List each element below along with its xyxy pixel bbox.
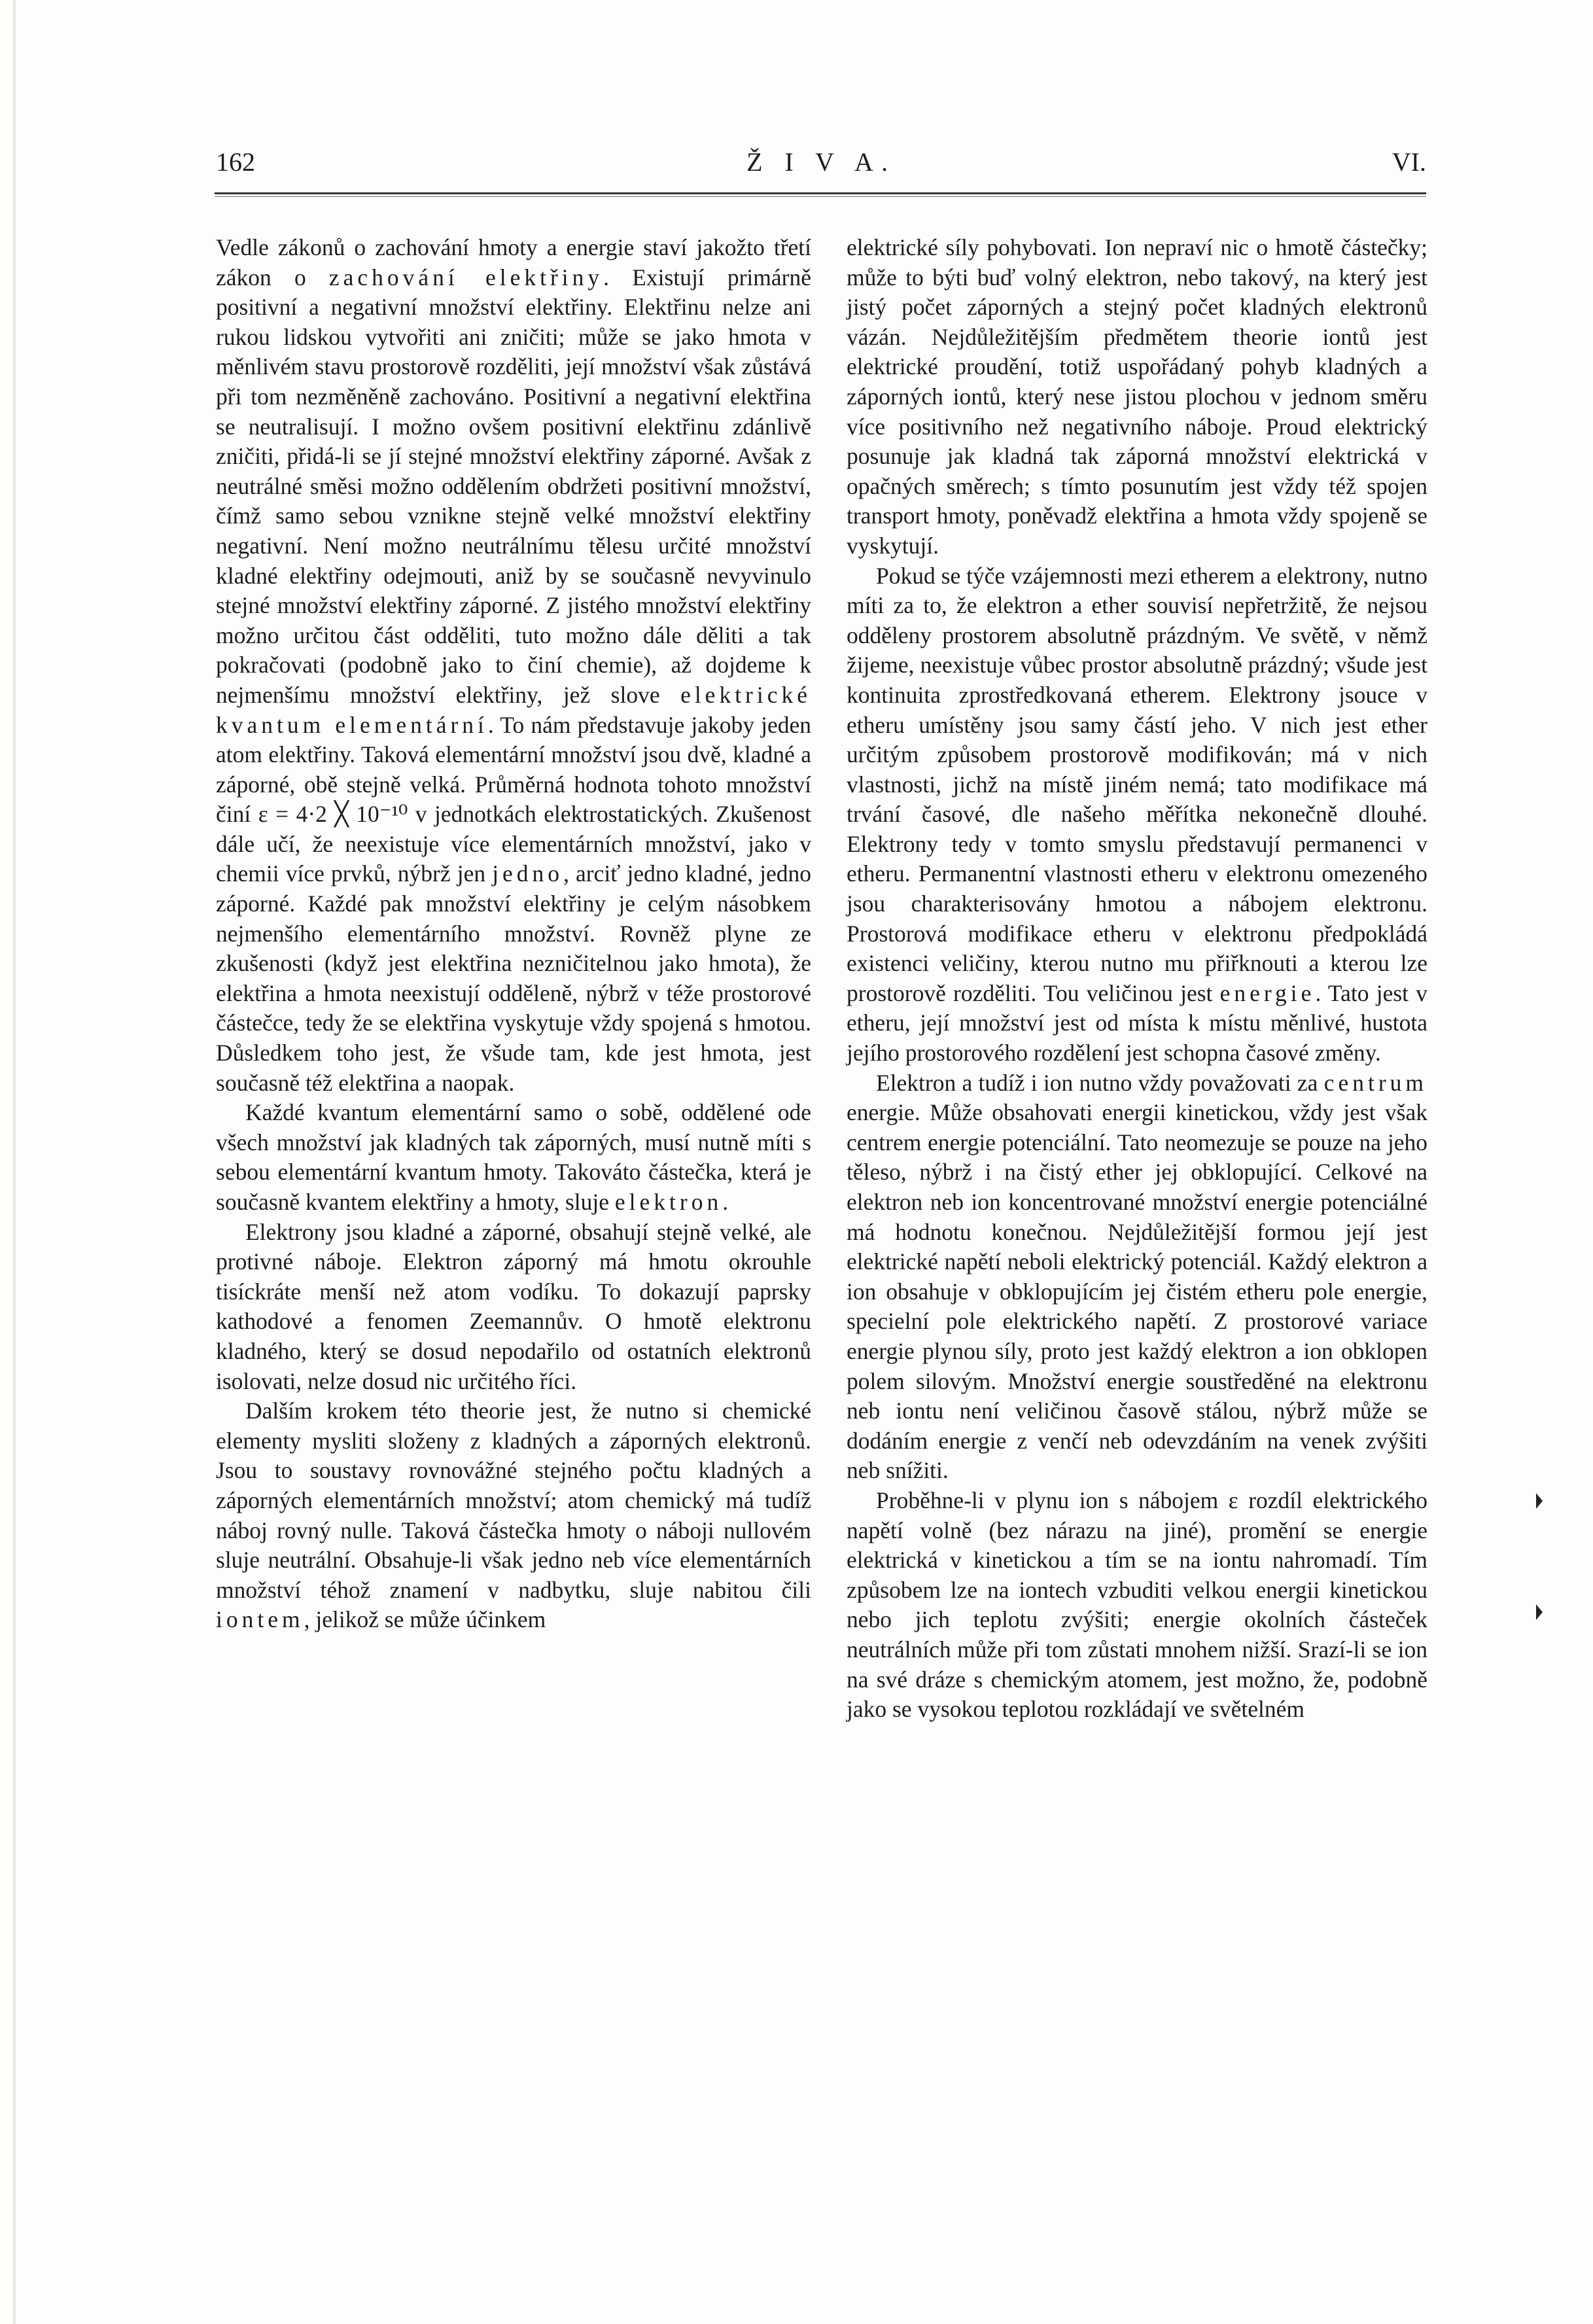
spaced-term: jedno: [492, 860, 564, 887]
spaced-term: elektron: [614, 1189, 723, 1215]
journal-title: Ž I V A.: [746, 147, 896, 177]
text-run: Pokud se týče vzájemnosti mezi etherem a elektrony, nutno míti za to, že elektron a ether souvisí nepřetržitě, že nejsou odděleny prostorem absolutně prázdným. Ve světě, v němž žijeme, neexistuje vůbec prostor absolutně prázdný; všude jest kontinuita zprostředkovaná etherem. Elektrony jsouce v etheru umístěny jsou samy částí jeho. V nich jest ether určitým způsobem prostorově modifikován; má v nich vlastnosti, jichž na místě jiném nemá; tato modifikace má trvání časové, dle našeho měřítka nekonečně dlouhé. Elektrony tedy v tomto smyslu představují permanenci v etheru. Permanentní vlastnosti etheru v elektronu omezeného jsou charakterisovány hmotou a nábojem elektronu. Prostorová modifikace etheru v elektronu předpokládá existenci veličiny, kterou nutno mu přiřknouti a kterou lze prostorově rozděliti. Tou veličinou jest: [847, 562, 1427, 1006]
header-rule-thin: [215, 196, 1426, 197]
text-run: Elektron a tudíž i ion nutno vždy považovati za: [876, 1069, 1324, 1096]
header-rule: [215, 192, 1426, 194]
page-number: 162: [216, 147, 255, 177]
paragraph: [847, 561, 1427, 1068]
spaced-term: centrum: [1323, 1069, 1427, 1096]
text-run: .: [722, 1189, 729, 1215]
spaced-term: energie: [1219, 979, 1316, 1006]
paragraph: [847, 1068, 1427, 1486]
text-run: Elektrony jsou kladné a záporné, obsahují stejně velké, ale protivné náboje. Elektron záporný má hmotu okrouhle tisíckráte menší než atom vodíku. To dokazují paprsky kathodové a fenomen Zeemannův. O hmotě elektronu kladného, který se dosud nepodařilo od ostatních elektronů isolovati, nelze dosud nic určitého říci.: [216, 1218, 811, 1394]
volume-number: VI.: [1392, 147, 1426, 177]
text-run: . Existují primárně positivní a negativní množství elektřiny. Elektřinu nelze ani rukou lidskou vytvořiti ani zničiti; může se jako hmota v měnlivém stavu prostorově rozděliti, její množství však zůstává při tom nezměněně zachováno. Positivní a negativní elektřina se neutralisují. I možno ovšem positivní elektřinu zdánlivě zničiti, přidá-li se jí stejné množství elektřiny záporné. Avšak z neutrálné směsi možno oddělením obdržeti positivní množství, čímž samo sebou vznikne stejně velké množství elektřiny negativní. Není možno neutrálnímu tělesu určité množství kladné elektřiny odejmouti, aniž by se současně nevyvinulo stejné množství elektřiny záporné. Z jistého množství elektřiny možno určitou část odděliti, tuto možno dále děliti a tak pokračovati (podobně jako to činí chemie), až dojdeme k nejmenšímu množství elektřiny, jež slove: [216, 264, 811, 708]
margin-marker: [1536, 1604, 1543, 1620]
spaced-term: zachování elektřiny: [328, 264, 604, 290]
paragraph: [847, 233, 1427, 561]
text-run: Proběhne-li v plynu ion s nábojem ε rozdíl elektrického napětí volně (bez nárazu na jiné), promění se energie elektrická v kinetickou a tím se na iontu nahromadí. Tím způsobem lze na iontech vzbuditi velkou energii kinetickou nebo jich teplotu zvýšiti; energie okolních částeček neutrálních může při tom zůstati mnohem nižší. Srazí-li se ion na své dráze s chemickým atomem, jest možno, že, podobně jako se vysokou teplotou rozkládají ve světelném: [847, 1487, 1427, 1723]
text-run: Každé kvantum elementární samo o sobě, oddělené ode všech množství jak kladných tak záporných, musí nutně míti s sebou elementární kvantum hmoty. Takováto částečka, která je současně kvantem elektřiny a hmoty, sluje: [216, 1099, 811, 1215]
running-header: [216, 147, 1426, 192]
left-column: [216, 233, 811, 1635]
paragraph: [216, 1396, 811, 1635]
right-column: [847, 233, 1427, 1725]
paragraph: [216, 233, 811, 1098]
text-run: elektrické síly pohybovati. Ion nepraví nic o hmotě částečky; může to býti buď volný elektron, nebo takový, na který jest jistý počet záporných a stejný počet kladných elektronů vázán. Nejdůležitějším předmětem theorie iontů jest elektrické proudění, totiž uspořádaný pohyb kladných a záporných iontů, který nese jistou plochou v jednom směru více positivního než negativního náboje. Proud elektrický posunuje jak kladná tak záporná množství elektrická v opačných směrech; s tímto posunutím jest vždy též spojen transport hmoty, poněvadž elektřina a hmota vždy spojeně se vyskytují.: [847, 234, 1427, 559]
text-run: Vedle zákonů o zachování hmoty a energie staví jakožto třetí zákon o: [216, 234, 811, 290]
spaced-term: iontem: [216, 1606, 304, 1633]
text-run: energie. Může obsahovati energii kinetickou, vždy jest však centrem energie potenciální. Tato neomezuje se pouze na jeho těleso, nýbrž i na čistý ether jej obklopující. Celkové na elektron neb ion koncentrované množství energie potenciálné má hodnotu konečnou. Nejdůležitější formou její jest elektrické napětí neboli elektrický potenciál. Každý elektron a ion obsahuje v obklopujícím jej čistém etheru pole energie, specielní pole elektrického napětí. Z prostorové variace energie plynou síly, proto jest každý elektron a ion obklopen polem silovým. Množství energie soustředěné na elektronu neb iontu není veličinou časově stálou, nýbrž může se dodáním energie z venčí neb odevzdáním na venek zvýšiti neb snížiti.: [847, 1099, 1427, 1484]
paragraph: [216, 1098, 811, 1217]
paragraph: [847, 1486, 1427, 1725]
spaced-term: elektrické kvantum elementární: [216, 681, 811, 738]
margin-marker: [1536, 1493, 1543, 1509]
text-run: Dalším krokem této theorie jest, že nutno si chemické elementy mysliti složeny z kladných a záporných elektronů. Jsou to soustavy rovnovážné stejného počtu kladných a záporných elementárních množství; atom chemický má tudíž náboj rovný nulle. Taková částečka hmoty o náboji nullovém sluje neutrální. Obsahuje-li však jedno neb více elementárních množství téhož znamení v nadbytku, sluje nabitou čili: [216, 1398, 811, 1603]
scan-edge: [13, 0, 16, 2324]
text-run: , jelikož se může účinkem: [304, 1606, 546, 1633]
text-run: . Tato jest v etheru, její množství jest od místa k místu měnlivé, hustota jejího prostorového rozdělení jest schopna časové změny.: [847, 979, 1427, 1066]
text-run: . To nám představuje jakoby jeden atom elektřiny. Taková elementární množství jsou dvě, kladné a záporné, obě stejně velká. Průměrná hodnota tohoto množství činí ε = 4·2 ╳ 10⁻¹⁰ v jednotkách elektrostatických. Zkušenost dále učí, že neexistuje více elementárních množství, jako v chemii více prvků, nýbrž jen: [216, 711, 811, 887]
paragraph: [216, 1218, 811, 1397]
text-run: , arciť jedno kladné, jedno záporné. Každé pak množství elektřiny je celým násobkem nejmenšího elementárního množství. Rovněž plyne ze zkušenosti (když jest elektřina nezničitelnou jako hmota), že elektřina a hmota neexistují odděleně, nýbrž v téže prostorové částečce, tedy že se elektřina vyskytuje vždy spojená s hmotou. Důsledkem toho jest, že všude tam, kde jest hmota, jest současně též elektřina a naopak.: [216, 860, 811, 1096]
